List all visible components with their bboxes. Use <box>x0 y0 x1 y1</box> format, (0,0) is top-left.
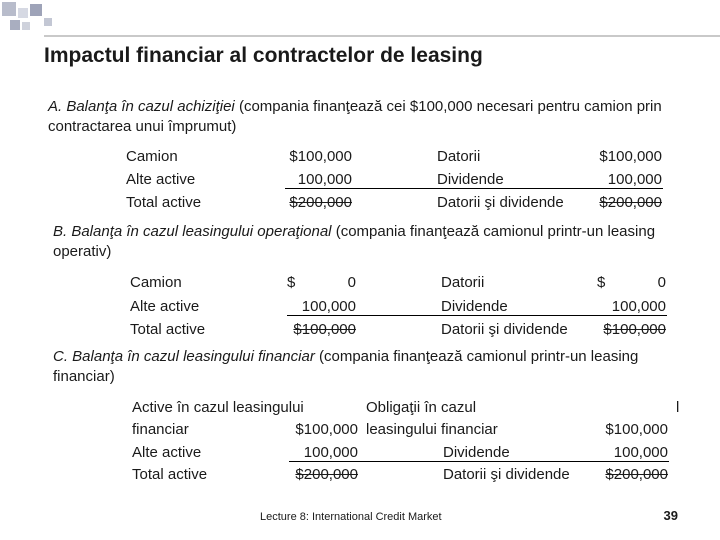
section-a-heading-italic: A. Balanţa în cazul achiziţiei <box>48 98 235 115</box>
section-b-heading-rest: (compania finanţează camionul printr-un leasing operativ) <box>53 223 656 260</box>
c-left-label-2: Total active <box>132 466 208 483</box>
a-left-value-2: $200,000 <box>289 194 352 211</box>
section-c-heading-italic: C. Balanţa în cazul leasingului financiar <box>53 348 315 365</box>
b-rule <box>287 315 667 316</box>
a-left-label-1: Alte active <box>126 171 196 188</box>
section-b-heading <box>53 222 683 262</box>
b-right-label-0: Datorii <box>441 274 485 291</box>
c-rule <box>289 461 669 462</box>
c-right-stray-mark: l <box>676 399 680 416</box>
b-left-value-0-num: 0 <box>347 274 356 291</box>
c-right-value-0: $100,000 <box>605 421 668 438</box>
section-b-heading-italic: B. Balanţa în cazul leasingului operaţional <box>53 223 332 240</box>
section-a-heading-rest: (compania finanţează cei $100,000 necesari pentru camion prin contractarea unui împrumut) <box>48 98 662 135</box>
b-right-label-2: Datorii şi dividende <box>441 321 568 338</box>
b-right-value-0-sign: $ <box>597 274 606 291</box>
b-left-label-2: Total active <box>130 321 206 338</box>
b-right-value-1: 100,000 <box>611 298 666 315</box>
c-left-value-2: $200,000 <box>295 466 358 483</box>
b-left-label-0: Camion <box>130 274 182 291</box>
a-right-value-0: $100,000 <box>599 148 662 165</box>
a-left-label-0: Camion <box>126 148 178 165</box>
c-right-label-line1: Obligaţii în cazul <box>366 399 477 416</box>
b-right-value-0-num: 0 <box>657 274 666 291</box>
title-divider <box>44 35 720 37</box>
c-right-value-2: $200,000 <box>605 466 668 483</box>
a-left-value-0: $100,000 <box>289 148 352 165</box>
footer-text: Lecture 8: International Credit Market <box>260 511 442 523</box>
page-number: 39 <box>663 508 678 523</box>
a-right-label-0: Datorii <box>437 148 481 165</box>
b-left-value-2: $100,000 <box>293 321 356 338</box>
b-left-value-0-sign: $ <box>287 274 296 291</box>
c-right-label-line2: leasingului financiar <box>366 421 498 438</box>
c-left-value-0: $100,000 <box>295 421 358 438</box>
c-left-label-1: Alte active <box>132 444 202 461</box>
page-title: Impactul financiar al contractelor de leasing <box>44 44 483 67</box>
c-left-label-line2: financiar <box>132 421 189 438</box>
c-left-value-1: 100,000 <box>303 444 358 461</box>
c-right-value-1: 100,000 <box>613 444 668 461</box>
section-c-heading-rest: (compania finanţează camionul printr-un leasing financiar) <box>53 348 639 385</box>
c-right-label-1: Dividende <box>443 444 510 461</box>
a-left-value-1: 100,000 <box>297 171 352 188</box>
b-right-label-1: Dividende <box>441 298 508 315</box>
b-right-value-2: $100,000 <box>603 321 666 338</box>
a-right-value-2: $200,000 <box>599 194 662 211</box>
a-rule <box>285 188 663 189</box>
b-left-value-1: 100,000 <box>301 298 356 315</box>
c-right-label-2: Datorii şi dividende <box>443 466 570 483</box>
a-right-value-1: 100,000 <box>607 171 662 188</box>
corner-decoration <box>0 0 60 40</box>
c-left-label-line1: Active în cazul leasingului <box>132 399 304 416</box>
a-right-label-1: Dividende <box>437 171 504 188</box>
section-a-heading <box>48 97 668 137</box>
a-right-label-2: Datorii şi dividende <box>437 194 564 211</box>
a-left-label-2: Total active <box>126 194 202 211</box>
section-c-heading <box>53 347 673 387</box>
b-left-label-1: Alte active <box>130 298 200 315</box>
